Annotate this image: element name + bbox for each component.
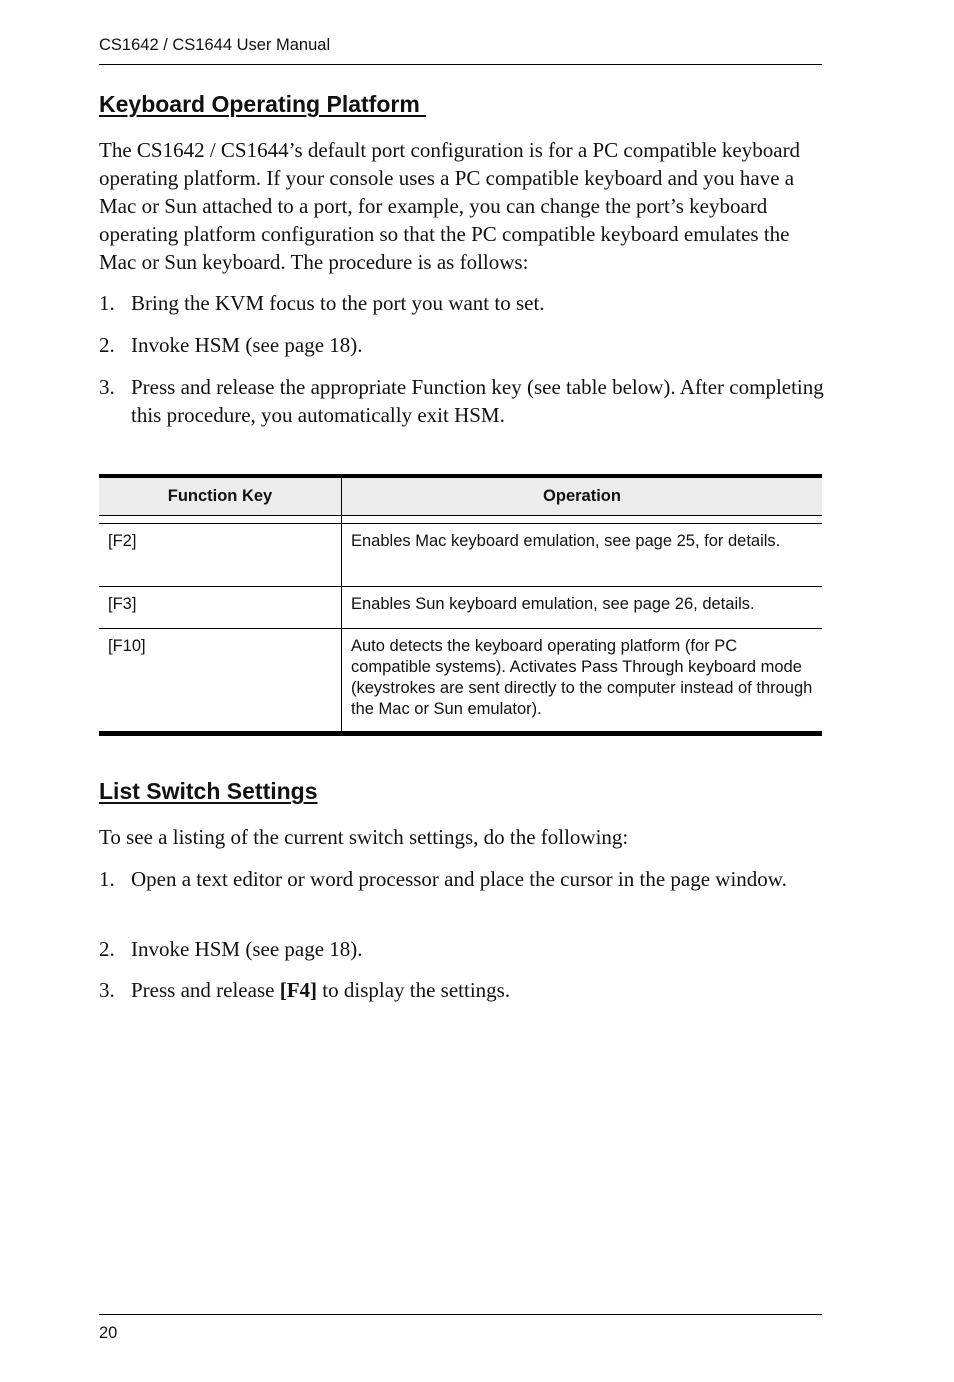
step-number: 1. bbox=[99, 291, 115, 315]
table-row bbox=[99, 524, 822, 587]
section-heading-keyboard-platform: Keyboard Operating Platform bbox=[99, 91, 427, 117]
header-divider bbox=[99, 64, 822, 65]
column-header-operation: Operation bbox=[543, 487, 621, 505]
step-number: 2. bbox=[99, 333, 115, 357]
step-text: Invoke HSM (see page 18). bbox=[131, 937, 363, 961]
step-number: 3. bbox=[99, 978, 115, 1002]
key-f4-label: [F4] bbox=[279, 978, 318, 1002]
step-text-before: Press and release bbox=[131, 978, 280, 1002]
step-text: Invoke HSM (see page 18). bbox=[131, 333, 363, 357]
step-number: 2. bbox=[99, 937, 115, 961]
step-number: 1. bbox=[99, 867, 115, 891]
section-intro-paragraph: To see a listing of the current switch settings, do the following: bbox=[99, 825, 629, 849]
section-intro-paragraph: The CS1642 / CS1644’s default port configuration is for a PC compatible keyboard operating platform. If your console uses a PC compatible keyboard and you have a Mac or Sun attached to a port, for example, you can change the port’s keyboard operating platform configuration so that the PC compatible keyboard emulates the Mac or Sun keyboard. The procedure is as follows: bbox=[99, 138, 801, 274]
step-text: Press and release the appropriate Function key (see table below). After completing this procedure, you automatically exit HSM. bbox=[131, 375, 824, 427]
operation-cell: Auto detects the keyboard operating platform (for PC compatible systems). Activates Pass Through keyboard mode (keystrokes are sent directly to the computer instead of through the Mac or Sun emulator). bbox=[351, 637, 813, 718]
column-header-function-key: Function Key bbox=[99, 478, 342, 515]
table-row bbox=[99, 629, 822, 732]
table-header-row bbox=[99, 478, 822, 515]
function-key-cell: [F3] bbox=[99, 587, 342, 628]
operation-cell: Enables Sun keyboard emulation, see page 26, details. bbox=[351, 595, 755, 613]
function-key-table bbox=[99, 474, 822, 736]
table-row bbox=[99, 587, 822, 629]
step-number: 3. bbox=[99, 375, 115, 399]
function-key-cell: [F10] bbox=[99, 629, 342, 731]
table-bottom-rule bbox=[99, 732, 822, 736]
step-text-after: to display the settings. bbox=[317, 978, 511, 1002]
table-header-separator bbox=[99, 515, 822, 524]
function-key-cell: [F2] bbox=[99, 524, 342, 586]
step-text: Bring the KVM focus to the port you want to set. bbox=[131, 291, 545, 315]
step-text bbox=[131, 976, 825, 1004]
page-number: 20 bbox=[99, 1324, 118, 1342]
page-header: CS1642 / CS1644 User Manual bbox=[99, 36, 331, 54]
section-heading-list-switch-settings: List Switch Settings bbox=[99, 778, 318, 804]
step-text: Open a text editor or word processor and place the cursor in the page window. bbox=[131, 867, 787, 891]
operation-cell: Enables Mac keyboard emulation, see page 25, for details. bbox=[351, 532, 781, 550]
footer-divider bbox=[99, 1314, 822, 1315]
